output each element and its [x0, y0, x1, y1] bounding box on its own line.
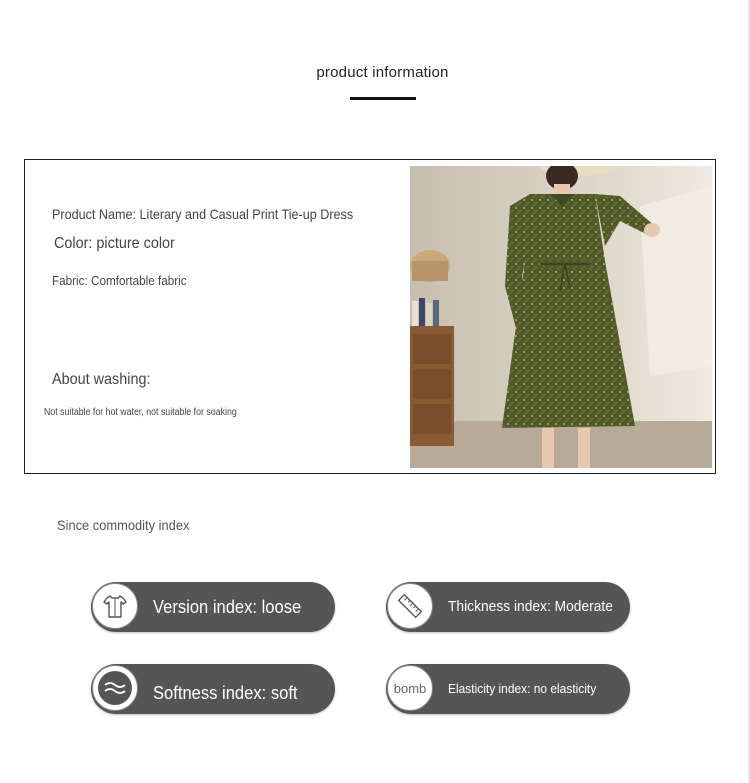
title-underline: [350, 97, 416, 100]
product-info-box: [24, 159, 716, 474]
bomb-icon-text: bomb: [393, 680, 427, 696]
elasticity-index-badge: [386, 664, 630, 714]
elasticity-index-label: Elasticity index: no elasticity: [448, 681, 597, 696]
thickness-index-badge: [386, 582, 630, 632]
ruler-icon: [387, 583, 433, 629]
tshirt-icon: [92, 583, 138, 629]
product-color: Color: picture color: [54, 235, 175, 252]
version-index-label: Version index: loose: [153, 597, 302, 617]
product-photo: [410, 166, 712, 468]
product-fabric: Fabric: Comfortable fabric: [52, 273, 187, 288]
softness-index-badge: [91, 664, 335, 714]
softness-index-label: Softness index: soft: [153, 683, 298, 703]
product-name: Product Name: Literary and Casual Print Tie-up Dress: [52, 206, 354, 222]
thickness-index-label: Thickness index: Moderate: [448, 598, 613, 615]
wave-icon: [92, 665, 138, 711]
washing-text: Not suitable for hot water, not suitable for soaking: [44, 407, 237, 418]
section-title: product information: [316, 64, 449, 81]
version-index-badge: [91, 582, 335, 632]
index-section-label: Since commodity index: [57, 517, 190, 533]
washing-title: About washing:: [52, 371, 151, 388]
bomb-icon: [387, 665, 433, 711]
